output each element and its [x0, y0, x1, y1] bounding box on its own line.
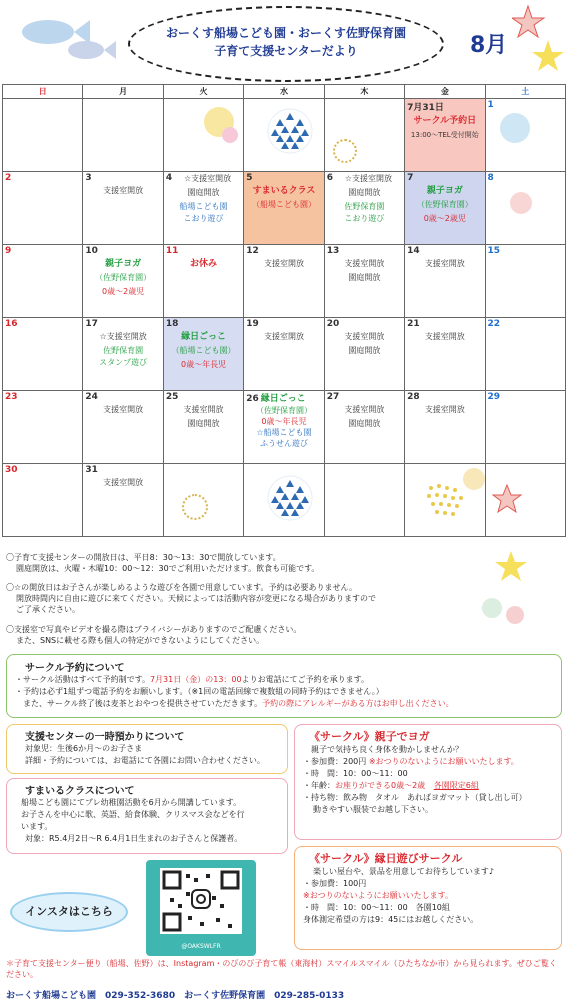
note-open-hours: [6, 552, 556, 574]
smile-title: すまいるクラスについて: [25, 786, 135, 797]
instagram-qr-code[interactable]: [146, 860, 256, 956]
day-cell: [83, 391, 163, 464]
day-cell: [163, 464, 243, 537]
day-number: 16: [5, 319, 18, 329]
note-star-days: [6, 582, 556, 615]
event-line: 支援室開放: [263, 259, 304, 268]
day-cell: [244, 172, 324, 245]
instagram-handle: @OAKSWLFR: [181, 943, 221, 950]
circle-reserve-line2: ・予約は必ず1組ずつ電話予約をお願いします。（※1回の電話回線で複数組の同時予約はできません。）: [15, 687, 384, 696]
starfish-decoration: [512, 4, 564, 76]
calendar-grid: [2, 84, 566, 537]
event-line: 支援室開放: [424, 259, 465, 268]
day-cell: [324, 464, 404, 537]
week-row: [3, 391, 566, 464]
day-cell: [83, 464, 163, 537]
day-cell: [405, 172, 485, 245]
day-cell: [324, 172, 404, 245]
event-line: ☆支援室開放: [344, 174, 392, 183]
day-cell: [83, 99, 163, 172]
note-privacy: [6, 624, 556, 646]
day-number: 2: [5, 173, 12, 183]
day-cell-jul31: [405, 99, 485, 172]
text: お座りができる0歳～2歳: [335, 781, 426, 790]
smile-line2: お子さんを中心に歌、英語、給食体験、クリスマス会などを行: [21, 810, 245, 819]
yoga-title: 《サークル》親子でヨガ: [309, 730, 430, 743]
day-cell: [163, 245, 243, 318]
note-line: 〇子育て支援センターの開放日は、平日8：30～13：30で開放しています。: [6, 553, 281, 562]
day-cell: [163, 99, 243, 172]
day-cell: [3, 318, 83, 391]
childcare-title: 支援センターの一時預かりについて: [25, 732, 185, 743]
day-number: 19: [246, 319, 259, 329]
event-line: 園庭開放: [187, 188, 220, 197]
day-cell: [324, 245, 404, 318]
footer-contacts: おーくす船場こども園 029-352-3680 おーくす佐野保育園 029-285-0133: [6, 991, 345, 1000]
day-cell: [83, 318, 163, 391]
event-line: お休み: [190, 259, 218, 269]
day-cell: [485, 172, 565, 245]
month-title: 8月: [470, 33, 508, 58]
weekday-fri: 金: [405, 85, 485, 99]
event-line: （佐野保育園）: [255, 406, 312, 415]
event-title: すまいるクラス: [252, 186, 316, 196]
week-row: [3, 172, 566, 245]
day-number: 22: [487, 319, 501, 329]
day-cell: [405, 464, 485, 537]
event-line: 園庭開放: [348, 273, 381, 282]
day-cell: [324, 99, 404, 172]
event-line: 0歳～2歳児: [423, 214, 466, 223]
ennichi-title: 《サークル》縁日遊びサークル: [309, 852, 463, 865]
event-line: 支援室開放: [424, 332, 465, 341]
text: ※おつりのないようにお願いいたします。: [368, 757, 519, 766]
day-cell: [3, 245, 83, 318]
event-title: 縁日ごっこ: [181, 332, 226, 342]
day-number: 5: [246, 173, 253, 183]
day-cell: [163, 391, 243, 464]
event-line: 佐野保育園: [344, 202, 385, 211]
yoga-line6: 動きやすい服装でお越し下さい。: [313, 805, 433, 814]
weekday-wed: 水: [244, 85, 324, 99]
day-cell: [3, 99, 83, 172]
day-number: 11: [165, 246, 179, 256]
ennichi-box: [294, 846, 562, 950]
day-number: 25: [165, 392, 179, 402]
beige-circle-decoration: [463, 468, 485, 490]
smile-line1: 船場こども園にてプレ幼稚園活動を6月から開講しています。: [21, 798, 242, 807]
ennichi-line2: ・参加費：100円: [303, 879, 367, 888]
day-number: 18: [165, 319, 179, 329]
note-line: 〇支援室で写真やビデオを撮る際はプライバシーがありますのでご配慮ください。: [6, 625, 302, 634]
text: 7月31日（金）の13：00: [149, 675, 242, 684]
text: よりお電話にてご予約を承ります。: [241, 675, 369, 684]
starfish-decoration: [492, 484, 522, 514]
day-number: 7月31日: [407, 103, 444, 113]
day-number: 14: [407, 246, 420, 256]
circle-reserve-line3: [15, 698, 553, 710]
day-number: 12: [246, 246, 259, 256]
day-number: 9: [5, 246, 12, 256]
event-line: 支援室開放: [263, 332, 304, 341]
ennichi-line1: 楽しい屋台や、景品を用意してお待ちしています♪: [313, 867, 494, 876]
day-cell: [244, 99, 324, 172]
blue-circle-decoration: [500, 113, 530, 143]
week-row: [3, 99, 566, 172]
day-number: 1: [487, 100, 494, 110]
day-number: 13: [326, 246, 340, 256]
event-line: 支援室開放: [103, 186, 144, 195]
event-line: 園庭開放: [348, 346, 381, 355]
day-number: 23: [5, 392, 18, 402]
event-line: （佐野保育園）: [95, 273, 152, 282]
event-time: 13:00～TEL受付開始: [410, 131, 479, 139]
yellow-dot-decoration: [423, 480, 467, 524]
yoga-line4: [303, 780, 553, 792]
note-line: また、SNSに載せる際も個人の特定ができないようにしてください。: [16, 636, 265, 645]
qr-code-pattern: [160, 868, 242, 934]
pink-circle-decoration: [510, 192, 532, 214]
yoga-line1: 親子で気持ち良く身体を動かしませんか？: [311, 745, 463, 754]
day-cell: [405, 391, 485, 464]
day-number: 27: [326, 392, 340, 402]
day-cell: [244, 464, 324, 537]
childcare-box: [6, 724, 288, 774]
event-line: 0歳～2歳児: [102, 287, 145, 296]
day-number: 26: [246, 394, 259, 404]
qr-icon: [160, 868, 242, 934]
event-line: ☆支援室開放: [99, 332, 147, 341]
day-cell: [83, 245, 163, 318]
event-line: 園庭開放: [348, 188, 381, 197]
note-line: 園庭開放は、火曜・木曜10：00～12：30でご利用いただけます。飲食も可能です。: [16, 564, 320, 573]
event-line: 支援室開放: [183, 405, 224, 414]
day-number: 17: [85, 319, 98, 329]
note-line: ご了承ください。: [16, 605, 80, 614]
dotted-ring-decoration: [333, 139, 357, 163]
day-cell: [485, 391, 565, 464]
week-row: [3, 318, 566, 391]
event-line: 支援室開放: [424, 405, 465, 414]
weekday-sun: 日: [3, 85, 83, 99]
day-number: 24: [85, 392, 98, 402]
circle-reserve-title: サークル予約について: [25, 663, 125, 674]
day-number: 8: [487, 173, 494, 183]
event-line: （佐野保育園）: [416, 200, 473, 209]
header-line2: 子育て支援センターだより: [214, 44, 358, 58]
event-line: 0歳～年長児: [181, 360, 227, 369]
event-title: サークル予約日: [413, 116, 477, 126]
day-number: 31: [85, 465, 98, 475]
weekday-mon: 月: [83, 85, 163, 99]
text: 各園限定6組: [433, 781, 479, 790]
text: ・参加費：200円: [303, 757, 367, 766]
week-row: [3, 464, 566, 537]
weekday-sat: 土: [485, 85, 565, 99]
day-number: 7: [407, 173, 414, 183]
day-cell: [405, 245, 485, 318]
day-number: 6: [326, 173, 333, 183]
event-line: こおり遊び: [183, 214, 224, 223]
text: ・サークル活動はすべて予約制です。: [15, 675, 150, 684]
note-line: 〇☆の開放日はお子さんが楽しめるような遊びを各園で用意しています。予約は必要ありません。: [6, 583, 358, 592]
event-line: （船場こども園）: [251, 200, 316, 209]
day-cell: [485, 245, 565, 318]
yoga-box: [294, 724, 562, 840]
day-cell: [163, 172, 243, 245]
day-number: 4: [165, 173, 173, 183]
text: また、サークル終了後は麦茶とおやつを提供させていただきます。: [23, 699, 263, 708]
event-line: 支援室開放: [103, 405, 144, 414]
instagram-link[interactable]: インスタはこちら: [10, 892, 128, 932]
weekday-tue: 火: [163, 85, 243, 99]
event-title: 親子ヨガ: [105, 259, 142, 269]
childcare-line1: 対象児：生後6か月～のお子さま: [25, 744, 143, 753]
ennichi-line5: 身体測定希望の方は9：45にはお越しください。: [303, 915, 479, 924]
day-cell: [83, 172, 163, 245]
day-number: 10: [85, 246, 98, 256]
smile-class-box: [6, 778, 288, 854]
event-line: 支援室開放: [344, 405, 385, 414]
childcare-line2: 詳細・予約については、お電話にて各園にお問い合わせください。: [25, 756, 265, 765]
fish-decoration: [8, 10, 128, 66]
circle-reserve-box: [6, 654, 562, 718]
event-line: こおり遊び: [344, 214, 385, 223]
triangle-dot-decoration: [266, 474, 314, 522]
text: 予約の際にアレルギーがある方はお申し出ください。: [262, 699, 454, 708]
event-line: 園庭開放: [348, 419, 381, 428]
day-cell: [244, 318, 324, 391]
day-cell: [3, 172, 83, 245]
day-number: 21: [407, 319, 420, 329]
event-line: ☆支援室開放: [183, 174, 232, 183]
dotted-ring-decoration: [182, 494, 208, 520]
day-cell: [244, 245, 324, 318]
event-line: 支援室開放: [344, 332, 385, 341]
yoga-line5: ・持ち物：飲み物 タオル あればヨガマット（貸し出し可）: [303, 793, 527, 802]
day-number: 28: [407, 392, 420, 402]
triangle-dot-decoration: [266, 107, 314, 155]
event-line: 支援室開放: [103, 478, 144, 487]
day-number: 20: [326, 319, 340, 329]
pink-circle-decoration: [222, 127, 238, 143]
day-cell: [324, 318, 404, 391]
day-number: 3: [85, 173, 92, 183]
yoga-line3: ・時 間：10：00～11：00: [303, 769, 408, 778]
event-line: ふうせん遊び: [259, 439, 308, 448]
day-cell: [244, 391, 324, 464]
day-number: 15: [487, 246, 501, 256]
event-title: 親子ヨガ: [426, 186, 463, 196]
day-cell: [485, 99, 565, 172]
day-cell: [485, 464, 565, 537]
event-line: 園庭開放: [187, 419, 220, 428]
circle-reserve-line1: [15, 674, 553, 686]
event-line: 支援室開放: [344, 259, 385, 268]
header-line1: おーくす船場こども園・おーくす佐野保育園: [165, 26, 406, 40]
event-line: 船場こども園: [179, 202, 228, 211]
day-cell: [405, 318, 485, 391]
smile-line4: 対象：R5.4月2日～R 6.4月1日生まれのお子さんと保護者。: [25, 834, 243, 843]
event-line: スタンプ遊び: [99, 358, 148, 367]
day-number: 30: [5, 465, 18, 475]
event-line: （船場こども園）: [171, 346, 236, 355]
event-line: 佐野保育園: [103, 346, 144, 355]
event-line: ☆船場こども園: [256, 428, 312, 437]
weekday-thu: 木: [324, 85, 404, 99]
day-cell: [324, 391, 404, 464]
day-number: 29: [487, 392, 501, 402]
ennichi-line4: ・時 間：10：00～11：00 各園10組: [303, 903, 450, 912]
event-line: 0歳～年長児: [261, 417, 307, 426]
text: ・年齢：: [303, 781, 335, 790]
yoga-line2: [303, 756, 553, 768]
footnote: ＊子育て支援センター便り（船場、佐野）は、Instagram・のびのび子育て帳（東海村）スマイルスマイル（ひたちなか市）から見られます。ぜひご覧ください。: [6, 959, 557, 979]
week-row: [3, 245, 566, 318]
day-cell: [163, 318, 243, 391]
day-cell: [3, 464, 83, 537]
ennichi-line3: ※おつりのないようにお願いいたします。: [303, 891, 453, 900]
smile-line3: います。: [21, 822, 53, 831]
event-title: 縁日ごっこ: [260, 394, 306, 404]
day-cell: [485, 318, 565, 391]
day-cell: [3, 391, 83, 464]
weekday-row: [3, 85, 566, 99]
note-line: 開放時間内に自由に遊びに来てください。天候によっては活動内容が変更になる場合がありますので: [16, 594, 376, 603]
